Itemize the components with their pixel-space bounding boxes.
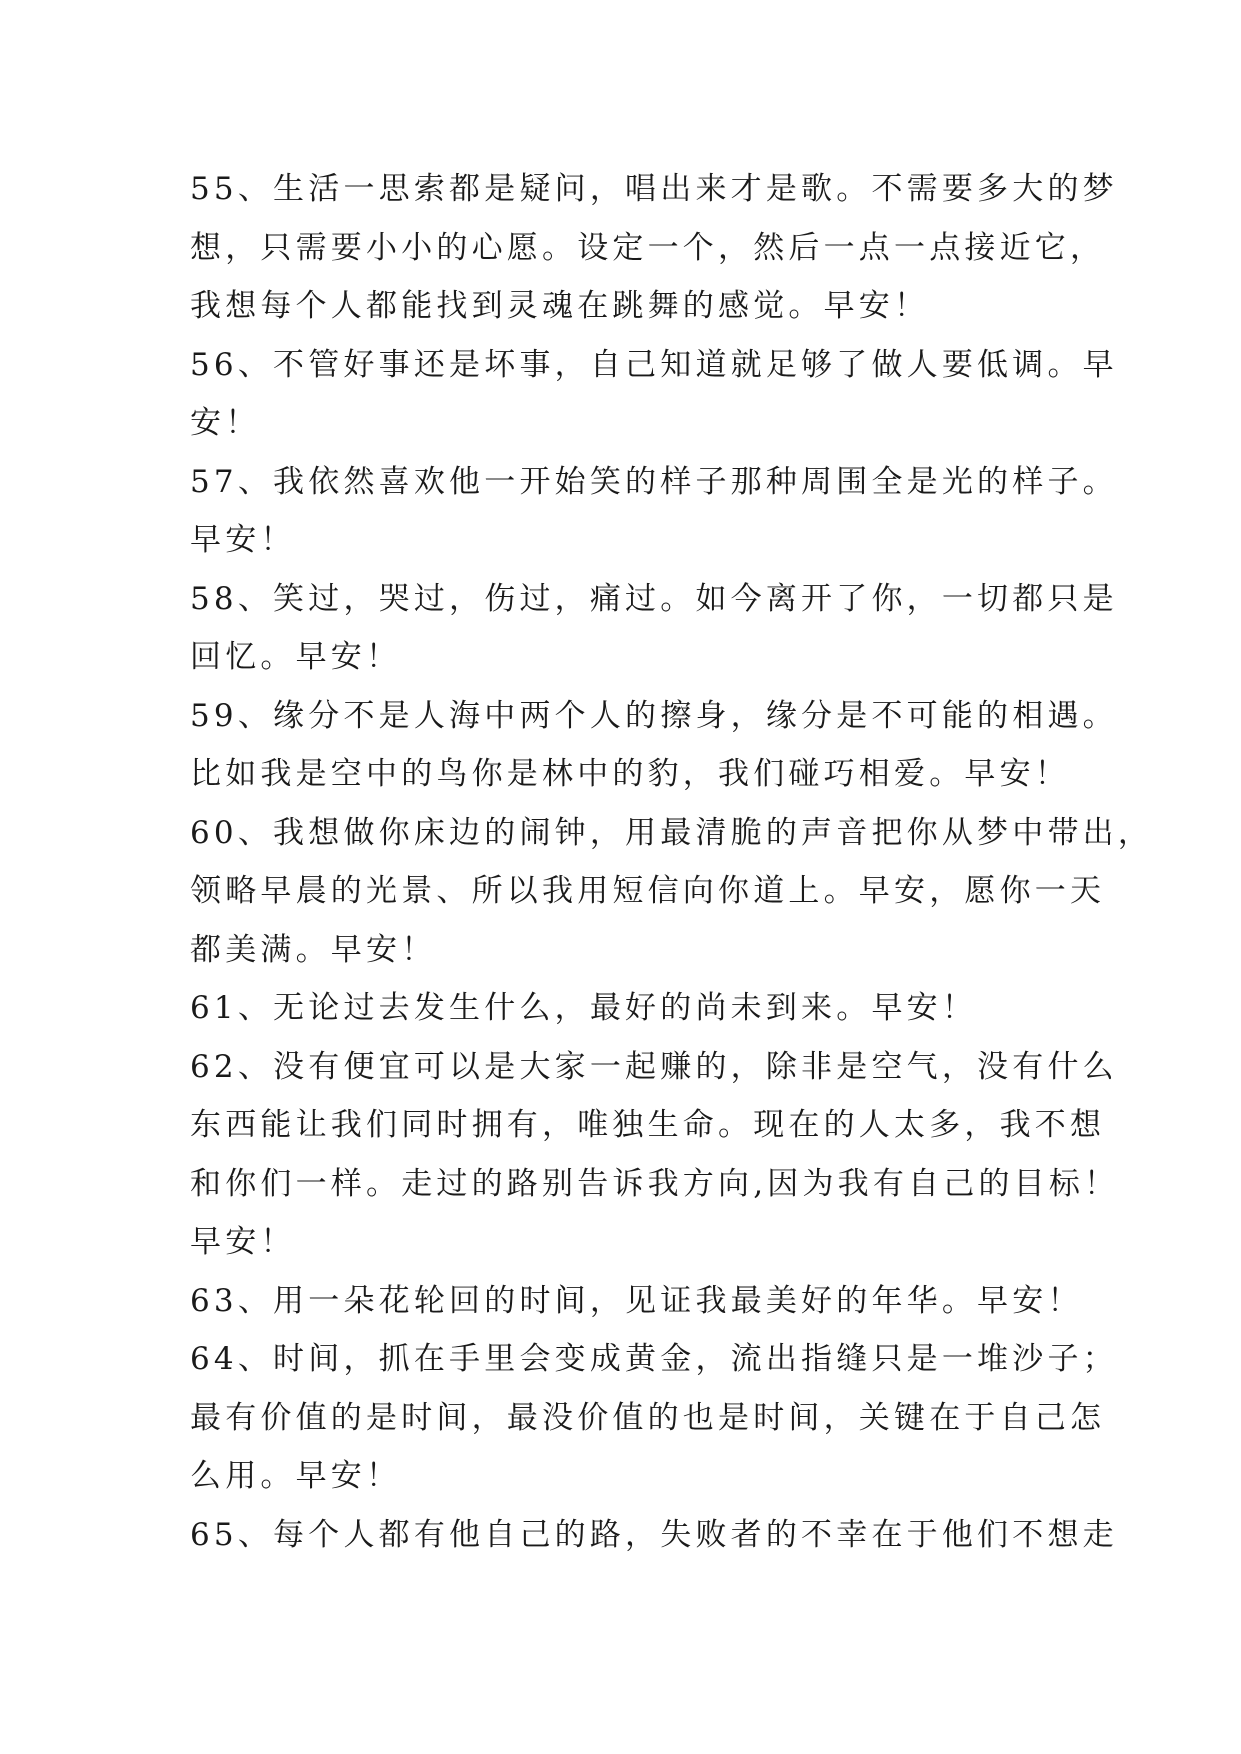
text-line: 比如我是空中的鸟你是林中的豹，我们碰巧相爱。早安！ bbox=[190, 756, 1070, 792]
text-line: 56、不管好事还是坏事，自己知道就足够了做人要低调。早 bbox=[190, 346, 1118, 383]
text-line: 64、时间，抓在手里会变成黄金，流出指缝只是一堆沙子； bbox=[190, 1341, 1118, 1377]
text-line: 东西能让我们同时拥有，唯独生命。现在的人太多，我不想 bbox=[190, 1107, 1106, 1143]
text-line: 60、我想做你床边的闹钟，用最清脆的声音把你从梦中带出， bbox=[190, 814, 1154, 851]
text-line: 58、笑过，哭过，伤过，痛过。如今离开了你，一切都只是 bbox=[190, 580, 1118, 617]
text-line: 么用。早安！ bbox=[190, 1458, 402, 1494]
text-line: 回忆。早安！ bbox=[190, 639, 402, 675]
text-line: 安！ bbox=[190, 405, 261, 441]
text-line: 想，只需要小小的心愿。设定一个，然后一点一点接近它， bbox=[190, 229, 1106, 266]
text-line: 早安！ bbox=[190, 522, 296, 558]
document-body bbox=[190, 160, 1154, 1564]
text-line: 59、缘分不是人海中两个人的擦身，缘分是不可能的相遇。 bbox=[190, 697, 1118, 734]
text-line: 61、无论过去发生什么，最好的尚未到来。早安！ bbox=[190, 990, 978, 1026]
text-line: 早安！ bbox=[190, 1224, 296, 1260]
text-line: 63、用一朵花轮回的时间，见证我最美好的年华。早安！ bbox=[190, 1282, 1083, 1319]
text-line: 57、我依然喜欢他一开始笑的样子那种周围全是光的样子。 bbox=[190, 463, 1118, 500]
text-line: 最有价值的是时间，最没价值的也是时间，关键在于自己怎 bbox=[190, 1399, 1106, 1436]
text-line: 领略早晨的光景、所以我用短信向你道上。早安，愿你一天 bbox=[190, 873, 1106, 909]
text-line: 65、每个人都有他自己的路，失败者的不幸在于他们不想走 bbox=[190, 1516, 1118, 1553]
text-line: 我想每个人都能找到灵魂在跳舞的感觉。早安！ bbox=[190, 288, 930, 324]
text-line: 都美满。早安！ bbox=[190, 931, 437, 968]
text-line: 和你们一样。走过的路别告诉我方向,因为我有自己的目标！ bbox=[190, 1165, 1120, 1202]
text-line: 62、没有便宜可以是大家一起赚的，除非是空气，没有什么 bbox=[190, 1048, 1118, 1085]
text-line: 55、生活一思索都是疑问，唱出来才是歌。不需要多大的梦 bbox=[190, 171, 1118, 207]
